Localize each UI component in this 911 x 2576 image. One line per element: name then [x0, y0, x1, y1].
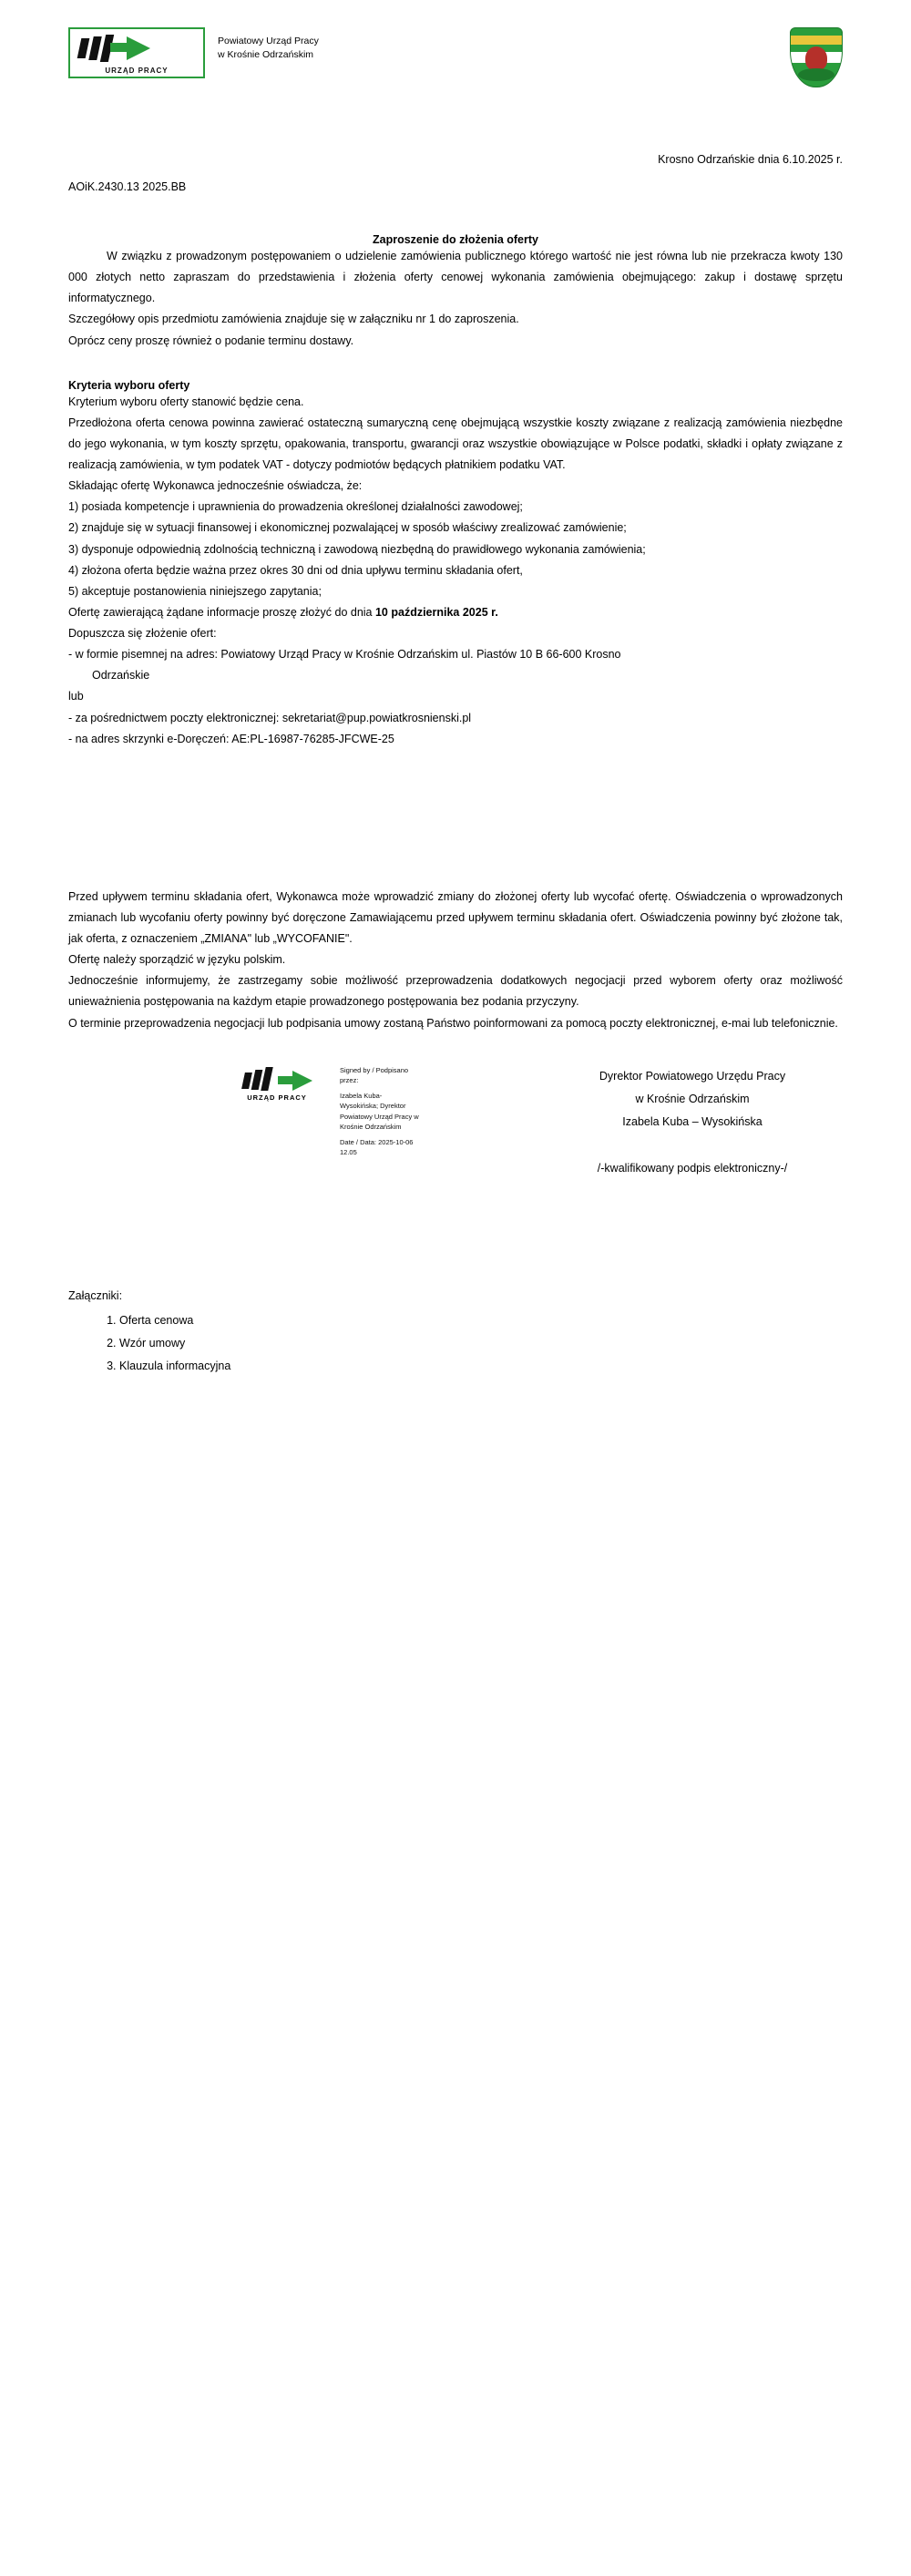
logo-arrow-icon [127, 36, 150, 60]
submission-form-written-cont: Odrzańskie [92, 669, 150, 682]
page-title: Zaproszenie do złożenia oferty [373, 233, 538, 246]
declaration-item: 5) akceptuje postanowienia niniejszego zapytania; [68, 584, 322, 598]
submission-deadline [68, 602, 843, 623]
declaration-item: 3) dysponuje odpowiednią zdolnością techniczną i zawodową niezbędną do prawidłowego wykonania zamówienia; [68, 542, 646, 556]
changes-paragraph-4: O terminie przeprowadzenia negocjacji lub podpisania umowy zostaną Państwo poinformowani za pomocą poczty elektronicznej, e-mai lub telefonicznie. [68, 1016, 838, 1030]
criteria-heading: Kryteria wyboru oferty [68, 378, 190, 392]
submission-form-edelivery: - na adres skrzynki e-Doręczeń: AE:PL-16987-76285-JFCWE-25 [68, 732, 394, 745]
stamp-line-6: Krośnie Odrzańskim [340, 1122, 402, 1131]
urzad-pracy-logo-icon [68, 27, 205, 78]
criteria-line: Kryterium wyboru oferty stanowić będzie cena. [68, 395, 304, 408]
stamp-line-2: przez: [340, 1075, 359, 1084]
submission-form-email: - za pośrednictwem poczty elektronicznej: sekretariat@pup.powiatkrosnienski.pl [68, 711, 472, 724]
signatory-title-line1: Dyrektor Powiatowego Urzędu Pracy [599, 1069, 786, 1083]
list-item: 3. Klauzula informacyjna [119, 1355, 843, 1378]
stamp-line-7: Date / Data: 2025-10-06 [340, 1138, 414, 1147]
crest-figure [805, 46, 827, 70]
stamp-line-4: Wysokińska; Dyrektor [340, 1102, 406, 1111]
declaration-lead: Składając ofertę Wykonawca jednocześnie oświadcza, że: [68, 479, 363, 493]
list-item: 2. Wzór umowy [119, 1332, 843, 1355]
submission-deadline-date: 10 października 2025 r. [374, 605, 498, 619]
signatory-title-line2: w Krośnie Odrzańskim [635, 1092, 750, 1105]
stamp-logo-arrow-icon [292, 1071, 312, 1091]
stamp-line-5: Powiatowy Urząd Pracy w [340, 1112, 419, 1121]
changes-paragraph-3: Jednocześnie informujemy, że zastrzegamy sobie możliwość przeprowadzenia dodatkowych negocjacji przed wyborem oferty oraz możliwość unieważnienia postępowania na każdym etapie prowadzonego postępowania bez podania przyczyny. [68, 974, 843, 1009]
signature-note: /-kwalifikowany podpis elektroniczny-/ [597, 1161, 788, 1175]
stamp-line-1: Signed by / Podpisano [340, 1065, 409, 1074]
changes-paragraph-1: Przed upływem terminu składania ofert, Wykonawca może wprowadzić zmiany do złożonej oferty lub wycofać ofertę. Oświadczenia o wprowadzonych zmianach lub wycofaniu oferty powinny być doręczone Zamawiającemu przed upływem terminu składania ofert. Oświadczenia powinny być złożone tak, jak oferta, z oznaczeniem „ZMIANA" lub „WYCOFANIE". [68, 889, 843, 945]
page-break-spacer [68, 750, 843, 887]
institution-logo-block [68, 27, 319, 78]
submission-or-label: lub [68, 690, 84, 703]
list-item: 1. Oferta cenowa [119, 1309, 843, 1332]
submission-deadline-prefix: Ofertę zawierającą żądane informacje proszę złożyć do dnia [68, 605, 375, 619]
stamp-line-8: 12.05 [340, 1148, 357, 1157]
intro-paragraph-2: Szczegółowy opis przedmiotu zamówienia znajduje się w załączniku nr 1 do zaproszenia. [68, 313, 519, 326]
office-name-line1: Powiatowy Urząd Pracy [218, 36, 319, 46]
stamp-logo-caption: URZĄD PRACY [247, 1093, 307, 1102]
document-header [68, 27, 843, 109]
stamp-text [340, 1065, 419, 1158]
attachments-heading: Załączniki: [68, 1288, 123, 1302]
place-and-date: Krosno Odrzańskie dnia 6.10.2025 r. [658, 153, 843, 166]
attachments-section [68, 1289, 843, 1378]
office-name-line2: w Krośnie Odrzańskim [218, 49, 314, 61]
stamp-logo-icon [241, 1065, 333, 1102]
office-name [218, 27, 319, 62]
criteria-paragraph: Przedłożona oferta cenowa powinna zawierać ostateczną sumaryczną cenę obejmującą wszystkie koszty związane z realizacją zamówienia niezbędne do jego wykonania, w tym koszty sprzętu, opakowania, transportu, gwarancji oraz wszystkie obowiązujące w Polsce podatki, składki i opłaty związane z realizacją zamówienia, w tym podatek VAT - dotyczy podmiotów będących płatnikiem podatku VAT. [68, 416, 843, 471]
crest-band-gold [791, 36, 842, 45]
changes-paragraph-2: Ofertę należy sporządzić w języku polskim. [68, 953, 286, 967]
electronic-signature-stamp [241, 1065, 419, 1158]
signature-area [68, 1065, 843, 1180]
coat-of-arms-icon [790, 27, 843, 87]
declaration-item: 2) znajduje się w sytuacji finansowej i ekonomicznej pozwalającej w sposób właściwy zrealizować zamówienie; [68, 521, 627, 535]
intro-paragraph-3: Oprócz ceny proszę również o podanie terminu dostawy. [68, 334, 354, 347]
signatory-name: Izabela Kuba – Wysokińska [622, 1114, 763, 1128]
crest-base [798, 68, 834, 81]
stamp-line-3: Izabela Kuba- [340, 1092, 383, 1101]
declaration-item: 1) posiada kompetencje i uprawnienia do prowadzenia określonej działalności zawodowej; [68, 500, 523, 514]
reference-number: AOiK.2430.13 2025.BB [68, 180, 187, 193]
attachments-list [68, 1309, 843, 1378]
submission-forms-lead: Dopuszcza się złożenie ofert: [68, 627, 217, 640]
signatory-block [542, 1065, 843, 1180]
declaration-item: 4) złożona oferta będzie ważna przez okres 30 dni od dnia upływu terminu składania ofert, [68, 563, 523, 577]
submission-form-written: - w formie pisemnej na adres: Powiatowy Urząd Pracy w Krośnie Odrzańskim ul. Piastów 10 B 66-600 Krosno [68, 648, 621, 662]
intro-paragraph-1: W związku z prowadzonym postępowaniem o udzielenie zamówienia publicznego którego wartość nie jest równa lub nie przekracza kwoty 130 000 złotych netto zapraszam do przedstawienia i złożenia oferty cenowej wykonania zamówienia obejmującego: zakup i dostawę sprzętu informatycznego. [68, 250, 843, 305]
logo-caption: URZĄD PRACY [105, 67, 169, 75]
